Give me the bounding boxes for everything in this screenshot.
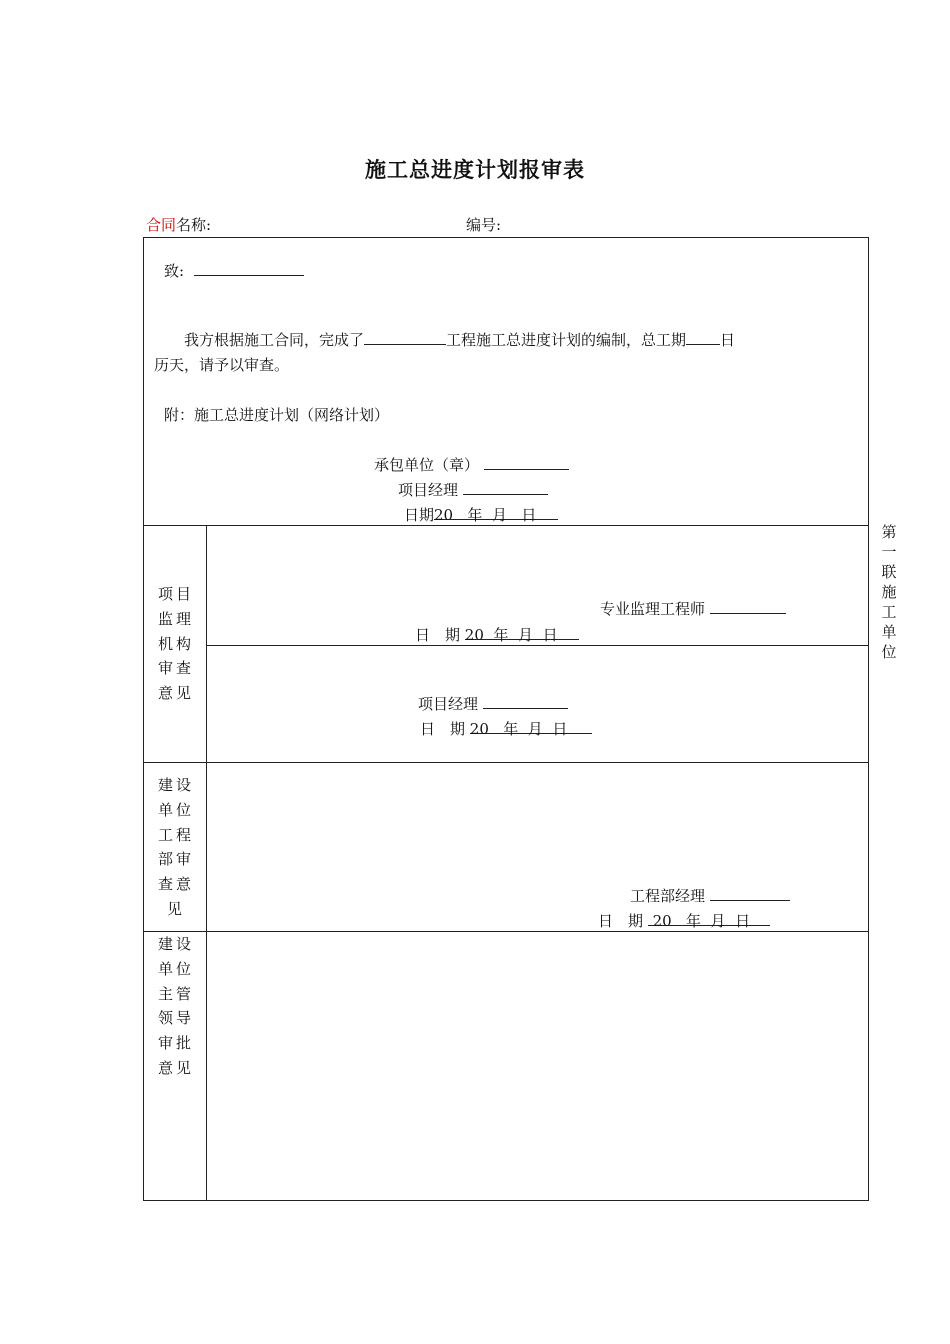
owner-leader-approval-label: 建设 单位 主管 领导 审批 意见 [157,935,194,1077]
contractor-blank[interactable] [484,454,569,470]
supervision-opinion-label: 项目 监理 机构 审查 意见 [157,585,194,703]
document-title: 施工总进度计划报审表 [365,157,585,182]
number-label: 编号: [466,216,502,234]
duration-blank[interactable] [686,329,720,345]
supervision-pm-date-blank[interactable]: 20 年 月 日 [470,718,592,734]
supervision-date-field: 日 期 20 年 月 日 [415,624,579,645]
copy-designation-note: 第 一 联 施 工 单 位 [881,523,897,661]
owner-engineering-opinion-label: 建设 单位 工程 部审 查意 见 [157,776,194,918]
engineering-date-blank[interactable]: 20 年 月 日 [648,910,770,926]
engineering-manager-field: 工程部经理 [630,885,790,906]
to-field: 致: [164,260,304,281]
submission-statement-line2: 历天，请予以审查。 [154,356,290,374]
engineering-manager-blank[interactable] [710,885,790,901]
date-blank[interactable]: 20 年 月 日 [434,504,558,520]
project-manager-field: 项目经理 [398,479,548,500]
project-name-blank[interactable] [364,329,446,345]
engineering-date-field: 日 期 20 年 月 日 [598,910,770,931]
attachment-note: 附：施工总进度计划（网络计划） [164,406,390,424]
supervising-engineer-blank[interactable] [710,598,786,614]
contract-name-label: 合同名称: [146,216,212,234]
supervision-date-blank[interactable]: 20 年 月 日 [465,624,579,640]
date-field: 日期20 年 月 日 [404,504,558,525]
supervision-pm-field: 项目经理 [418,693,568,714]
supervision-pm-blank[interactable] [483,693,568,709]
project-manager-blank[interactable] [463,479,548,495]
supervising-engineer-field: 专业监理工程师 [600,598,786,619]
contractor-seal-field: 承包单位（章） [374,454,569,475]
to-blank[interactable] [194,260,304,276]
submission-statement: 我方根据施工合同，完成了 工程施工总进度计划的编制，总工期 日 [184,331,736,349]
supervision-pm-date-field: 日 期 20 年 月 日 [420,718,592,739]
